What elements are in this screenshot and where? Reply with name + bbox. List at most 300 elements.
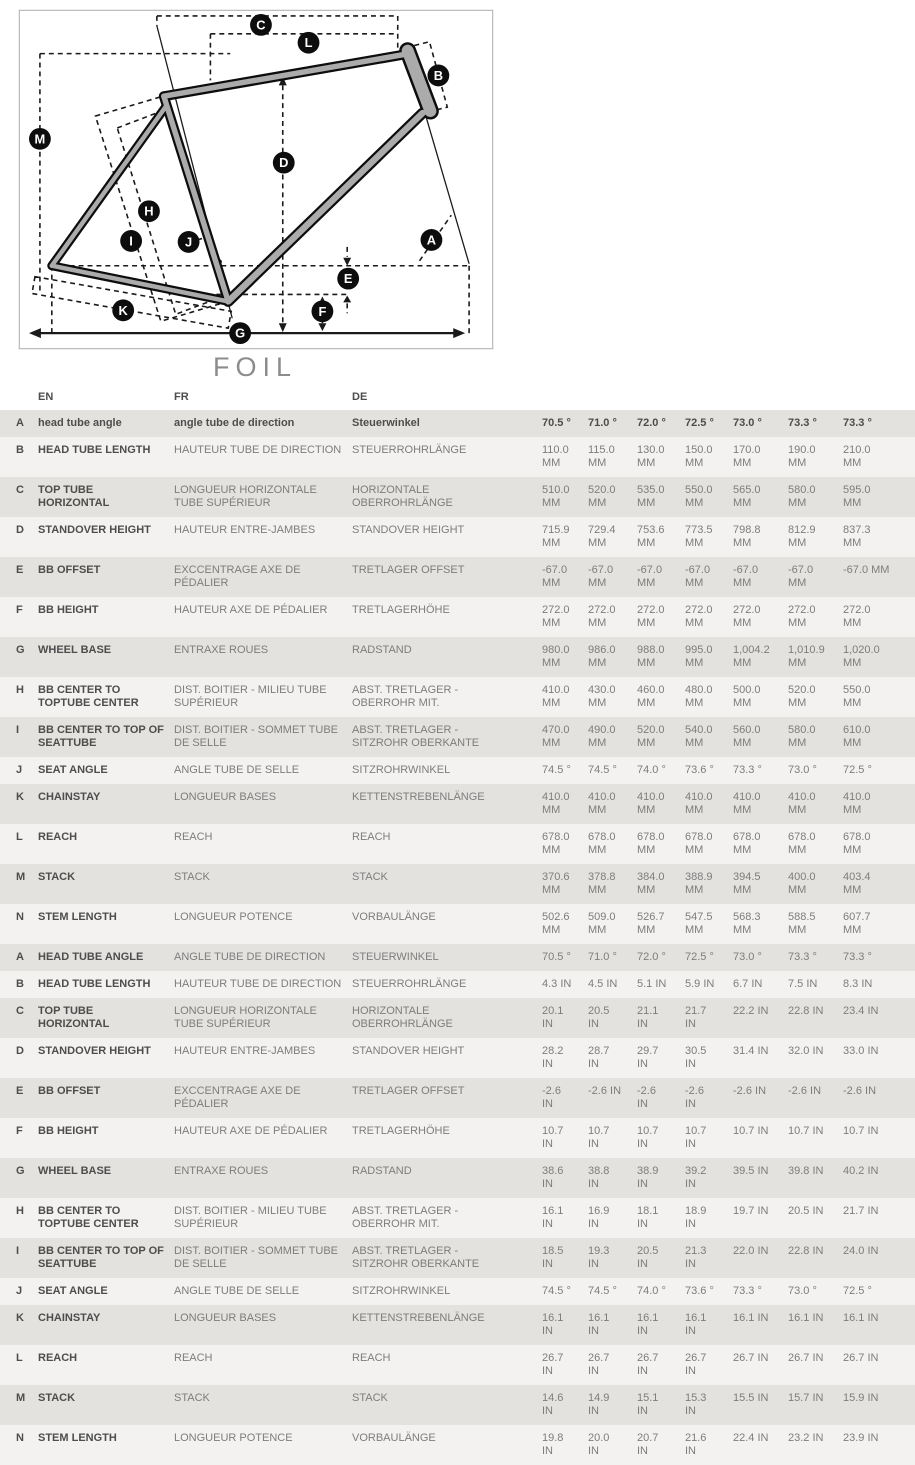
bike-frame-diagram <box>19 10 493 349</box>
value-size-6: 400.0 MM <box>788 871 816 896</box>
label-en: HEAD TUBE ANGLE <box>38 951 144 963</box>
value-size-6: 16.1 IN <box>788 1312 824 1324</box>
value-size-4: 678.0 MM <box>685 831 713 856</box>
row-letter: G <box>16 644 25 656</box>
marker-letter-e: E <box>343 271 353 287</box>
table-row-g-mm <box>0 637 915 677</box>
value-size-5: 678.0 MM <box>733 831 761 856</box>
value-size-3: 29.7 IN <box>637 1045 659 1070</box>
value-size-4: 550.0 MM <box>685 484 713 509</box>
value-size-5: 15.5 IN <box>733 1392 769 1404</box>
row-letter: I <box>16 724 20 736</box>
label-de: STEUERROHRLÄNGE <box>352 978 467 990</box>
label-en: WHEEL BASE <box>38 644 112 656</box>
table-body <box>0 410 915 1465</box>
row-letter: A <box>16 951 24 963</box>
table-row-m-in <box>0 1385 915 1425</box>
value-size-4: 72.5 ° <box>685 951 714 963</box>
value-size-6: 26.7 IN <box>788 1352 824 1364</box>
label-de: KETTENSTREBENLÄNGE <box>352 791 485 803</box>
label-fr: LONGUEUR HORIZONTALE TUBE SUPÉRIEUR <box>174 484 317 509</box>
value-size-7: -2.6 IN <box>843 1085 877 1097</box>
value-size-2: 74.5 ° <box>588 1285 617 1297</box>
value-size-4: 72.5 ° <box>685 417 714 429</box>
label-fr: STACK <box>174 871 210 883</box>
value-size-2: 4.5 IN <box>588 978 618 990</box>
value-size-1: 502.6 MM <box>542 911 570 936</box>
value-size-1: 70.5 ° <box>542 417 571 429</box>
frame-geometry-diagram-panel <box>0 0 915 385</box>
label-de: STANDOVER HEIGHT <box>352 1045 465 1057</box>
value-size-2: -2.6 IN <box>588 1085 622 1097</box>
frame-model-title: FOIL <box>212 352 297 382</box>
row-letter: L <box>16 831 23 843</box>
value-size-1: -2.6 IN <box>542 1085 561 1110</box>
value-size-3: 753.6 MM <box>637 524 665 549</box>
table-row-c-mm <box>0 477 915 517</box>
label-de: STANDOVER HEIGHT <box>352 524 465 536</box>
label-fr: HAUTEUR TUBE DE DIRECTION <box>174 978 342 990</box>
row-letter: B <box>16 978 24 990</box>
value-size-1: 272.0 MM <box>542 604 570 629</box>
value-size-5: 170.0 MM <box>733 444 761 469</box>
label-en: SEAT ANGLE <box>38 764 108 776</box>
value-size-4: 21.3 IN <box>685 1245 707 1270</box>
value-size-1: 74.5 ° <box>542 1285 571 1297</box>
value-size-5: 73.0 ° <box>733 417 762 429</box>
value-size-4: 547.5 MM <box>685 911 713 936</box>
row-letter: K <box>16 1312 24 1324</box>
value-size-6: 580.0 MM <box>788 484 816 509</box>
row-letter: D <box>16 1045 24 1057</box>
value-size-4: 388.9 MM <box>685 871 713 896</box>
value-size-1: 678.0 MM <box>542 831 570 856</box>
value-size-3: 678.0 MM <box>637 831 665 856</box>
label-fr: HAUTEUR ENTRE-JAMBES <box>174 1045 316 1057</box>
value-size-3: 16.1 IN <box>637 1312 659 1337</box>
value-size-2: 378.8 MM <box>588 871 616 896</box>
label-de: TRETLAGERHÖHE <box>352 1125 450 1137</box>
value-size-5: 73.3 ° <box>733 1285 762 1297</box>
value-size-1: 20.1 IN <box>542 1005 564 1030</box>
row-letter: J <box>16 1285 23 1297</box>
value-size-2: 20.5 IN <box>588 1005 610 1030</box>
value-size-4: 73.6 ° <box>685 1285 714 1297</box>
value-size-7: 595.0 MM <box>843 484 871 509</box>
value-size-3: 72.0 ° <box>637 417 666 429</box>
value-size-6: 580.0 MM <box>788 724 816 749</box>
value-size-1: 74.5 ° <box>542 764 571 776</box>
value-size-7: 272.0 MM <box>843 604 871 629</box>
value-size-3: 130.0 MM <box>637 444 665 469</box>
value-size-2: 115.0 MM <box>588 444 615 469</box>
value-size-1: 26.7 IN <box>542 1352 564 1377</box>
table-row-m-mm <box>0 864 915 904</box>
label-fr: REACH <box>174 1352 213 1364</box>
value-size-3: 460.0 MM <box>637 684 665 709</box>
row-letter: A <box>16 417 24 429</box>
geometry-table <box>0 385 915 1465</box>
value-size-2: 272.0 MM <box>588 604 616 629</box>
label-de: TRETLAGERHÖHE <box>352 604 450 616</box>
value-size-3: 5.1 IN <box>637 978 667 990</box>
value-size-5: 798.8 MM <box>733 524 761 549</box>
value-size-7: 72.5 ° <box>843 764 872 776</box>
table-row-h-mm <box>0 677 915 717</box>
marker-letter-d: D <box>279 155 289 171</box>
marker-letter-l: L <box>304 35 313 51</box>
value-size-7: 72.5 ° <box>843 1285 872 1297</box>
value-size-7: 33.0 IN <box>843 1045 879 1057</box>
value-size-3: 72.0 ° <box>637 951 666 963</box>
label-fr: STACK <box>174 1392 210 1404</box>
value-size-3: 384.0 MM <box>637 871 665 896</box>
value-size-6: 73.3 ° <box>788 417 817 429</box>
value-size-4: 10.7 IN <box>685 1125 707 1150</box>
row-letter: M <box>16 1392 26 1404</box>
value-size-5: 31.4 IN <box>733 1045 769 1057</box>
table-row-d-in <box>0 1038 915 1078</box>
value-size-6: 22.8 IN <box>788 1245 824 1257</box>
value-size-7: 26.7 IN <box>843 1352 879 1364</box>
value-size-5: 19.7 IN <box>733 1205 769 1217</box>
value-size-4: 480.0 MM <box>685 684 713 709</box>
label-fr: LONGUEUR BASES <box>174 791 277 803</box>
label-de: HORIZONTALE OBERROHRLÄNGE <box>352 484 453 509</box>
value-size-2: 20.0 IN <box>588 1432 610 1457</box>
value-size-3: 410.0 MM <box>637 791 665 816</box>
row-letter: G <box>16 1165 25 1177</box>
value-size-2: 74.5 ° <box>588 764 617 776</box>
table-row-k-in <box>0 1305 915 1345</box>
row-letter: D <box>16 524 24 536</box>
value-size-4: 773.5 MM <box>685 524 713 549</box>
value-size-6: 520.0 MM <box>788 684 816 709</box>
value-size-3: 21.1 IN <box>637 1005 659 1030</box>
value-size-2: 678.0 MM <box>588 831 616 856</box>
value-size-1: 10.7 IN <box>542 1125 564 1150</box>
row-letter: E <box>16 564 24 576</box>
marker-letter-m: M <box>34 131 46 147</box>
row-letter: C <box>16 484 24 496</box>
value-size-4: 16.1 IN <box>685 1312 707 1337</box>
header-de: DE <box>352 391 368 403</box>
label-en: STEM LENGTH <box>38 911 117 923</box>
label-de: ABST. TRETLAGER - OBERROHR MIT. <box>352 684 459 709</box>
value-size-3: 272.0 MM <box>637 604 665 629</box>
label-de: TRETLAGER OFFSET <box>352 564 465 576</box>
value-size-7: 550.0 MM <box>843 684 871 709</box>
label-fr: DIST. BOITIER - SOMMET TUBE DE SELLE <box>174 724 339 749</box>
value-size-4: 21.7 IN <box>685 1005 707 1030</box>
value-size-7: 73.3 ° <box>843 951 872 963</box>
value-size-1: 715.9 MM <box>542 524 570 549</box>
value-size-4: 272.0 MM <box>685 604 713 629</box>
value-size-1: 19.8 IN <box>542 1432 564 1457</box>
value-size-6: 10.7 IN <box>788 1125 824 1137</box>
value-size-7: 837.3 MM <box>843 524 871 549</box>
label-de: VORBAULÄNGE <box>352 911 436 923</box>
value-size-4: 540.0 MM <box>685 724 713 749</box>
value-size-2: 38.8 IN <box>588 1165 610 1190</box>
value-size-6: 15.7 IN <box>788 1392 824 1404</box>
label-en: BB CENTER TO TOP OF SEATTUBE <box>38 724 164 749</box>
bike-frame-svg <box>20 11 492 348</box>
value-size-6: 23.2 IN <box>788 1432 824 1444</box>
label-de: STACK <box>352 871 388 883</box>
value-size-5: 568.3 MM <box>733 911 761 936</box>
value-size-6: 588.5 MM <box>788 911 816 936</box>
row-letter: H <box>16 684 24 696</box>
table-row-g-in <box>0 1158 915 1198</box>
marker-letter-f: F <box>318 303 327 319</box>
value-size-1: 410.0 MM <box>542 684 570 709</box>
value-size-3: -67.0 MM <box>637 564 663 589</box>
table-row-f-in <box>0 1118 915 1158</box>
value-size-5: 22.0 IN <box>733 1245 769 1257</box>
value-size-6: -2.6 IN <box>788 1085 822 1097</box>
table-row-e-mm <box>0 557 915 597</box>
table-header-row <box>0 385 915 410</box>
label-fr: LONGUEUR HORIZONTALE TUBE SUPÉRIEUR <box>174 1005 317 1030</box>
value-size-4: -67.0 MM <box>685 564 711 589</box>
label-en: REACH <box>38 831 78 843</box>
value-size-5: -2.6 IN <box>733 1085 767 1097</box>
value-size-3: 526.7 MM <box>637 911 665 936</box>
marker-letter-c: C <box>256 17 266 33</box>
value-size-2: 16.1 IN <box>588 1312 610 1337</box>
value-size-5: 73.3 ° <box>733 764 762 776</box>
value-size-3: 20.7 IN <box>637 1432 659 1457</box>
value-size-1: 28.2 IN <box>542 1045 564 1070</box>
value-size-5: 1,004.2 MM <box>733 644 770 669</box>
label-fr: REACH <box>174 831 213 843</box>
label-fr: ANGLE TUBE DE DIRECTION <box>174 951 326 963</box>
value-size-2: 509.0 MM <box>588 911 616 936</box>
label-en: CHAINSTAY <box>38 791 101 803</box>
value-size-6: 73.0 ° <box>788 764 817 776</box>
value-size-1: 510.0 MM <box>542 484 570 509</box>
value-size-2: 10.7 IN <box>588 1125 610 1150</box>
value-size-5: 394.5 MM <box>733 871 761 896</box>
row-letter: K <box>16 791 24 803</box>
label-fr: ANGLE TUBE DE SELLE <box>174 1285 300 1297</box>
label-de: ABST. TRETLAGER - OBERROHR MIT. <box>352 1205 459 1230</box>
table-row-i-mm <box>0 717 915 757</box>
label-fr: angle tube de direction <box>174 417 295 429</box>
value-size-5: 560.0 MM <box>733 724 761 749</box>
value-size-5: 6.7 IN <box>733 978 763 990</box>
label-en: BB HEIGHT <box>38 1125 99 1137</box>
label-fr: ENTRAXE ROUES <box>174 644 269 656</box>
label-fr: LONGUEUR BASES <box>174 1312 277 1324</box>
value-size-6: 678.0 MM <box>788 831 816 856</box>
label-en: TOP TUBE HORIZONTAL <box>38 484 110 509</box>
value-size-7: 607.7 MM <box>843 911 871 936</box>
row-letter: E <box>16 1085 24 1097</box>
label-en: BB CENTER TO TOPTUBE CENTER <box>38 684 139 709</box>
value-size-7: 610.0 MM <box>843 724 871 749</box>
value-size-2: 430.0 MM <box>588 684 616 709</box>
value-size-1: 14.6 IN <box>542 1392 564 1417</box>
table-row-l-mm <box>0 824 915 864</box>
value-size-4: 39.2 IN <box>685 1165 707 1190</box>
value-size-4: 5.9 IN <box>685 978 715 990</box>
value-size-2: 26.7 IN <box>588 1352 610 1377</box>
value-size-2: 28.7 IN <box>588 1045 610 1070</box>
marker-letter-g: G <box>235 325 246 341</box>
value-size-6: 410.0 MM <box>788 791 816 816</box>
marker-letter-k: K <box>118 302 128 318</box>
label-de: SITZROHRWINKEL <box>352 1285 451 1297</box>
table-row-l-in <box>0 1345 915 1385</box>
label-en: CHAINSTAY <box>38 1312 101 1324</box>
label-en: REACH <box>38 1352 78 1364</box>
value-size-1: -67.0 MM <box>542 564 568 589</box>
value-size-3: 20.5 IN <box>637 1245 659 1270</box>
value-size-4: 26.7 IN <box>685 1352 707 1377</box>
label-fr: EXCCENTRAGE AXE DE PÉDALIER <box>174 564 301 589</box>
table-row-n-in <box>0 1425 915 1465</box>
table-row-b-mm <box>0 437 915 477</box>
value-size-5: -67.0 MM <box>733 564 759 589</box>
label-de: STACK <box>352 1392 388 1404</box>
value-size-2: 520.0 MM <box>588 484 616 509</box>
value-size-4: 30.5 IN <box>685 1045 707 1070</box>
value-size-6: -67.0 MM <box>788 564 814 589</box>
row-letter: I <box>16 1245 20 1257</box>
label-de: REACH <box>352 831 391 843</box>
value-size-3: 74.0 ° <box>637 764 666 776</box>
label-de: REACH <box>352 1352 391 1364</box>
value-size-7: 73.3 ° <box>843 417 872 429</box>
label-en: BB CENTER TO TOP OF SEATTUBE <box>38 1245 164 1270</box>
table-row-a-in <box>0 944 915 971</box>
marker-letter-b: B <box>433 67 444 83</box>
label-en: SEAT ANGLE <box>38 1285 108 1297</box>
table-row-n-mm <box>0 904 915 944</box>
label-de: RADSTAND <box>352 644 412 656</box>
label-en: STEM LENGTH <box>38 1432 117 1444</box>
value-size-4: 18.9 IN <box>685 1205 707 1230</box>
value-size-7: 403.4 MM <box>843 871 871 896</box>
label-de: STEUERROHRLÄNGE <box>352 444 467 456</box>
value-size-5: 565.0 MM <box>733 484 761 509</box>
value-size-6: 73.0 ° <box>788 1285 817 1297</box>
table-row-e-in <box>0 1078 915 1118</box>
value-size-7: 410.0 MM <box>843 791 871 816</box>
value-size-2: 71.0 ° <box>588 417 617 429</box>
label-fr: HAUTEUR AXE DE PÉDALIER <box>174 604 328 616</box>
value-size-2: 16.9 IN <box>588 1205 610 1230</box>
row-letter: B <box>16 444 24 456</box>
value-size-7: 15.9 IN <box>843 1392 879 1404</box>
table-row-d-mm <box>0 517 915 557</box>
value-size-2: 14.9 IN <box>588 1392 610 1417</box>
label-en: WHEEL BASE <box>38 1165 112 1177</box>
value-size-7: 10.7 IN <box>843 1125 879 1137</box>
label-fr: DIST. BOITIER - SOMMET TUBE DE SELLE <box>174 1245 339 1270</box>
value-size-1: 18.5 IN <box>542 1245 564 1270</box>
label-de: SITZROHRWINKEL <box>352 764 451 776</box>
value-size-6: 1,010.9 MM <box>788 644 825 669</box>
value-size-7: 8.3 IN <box>843 978 873 990</box>
value-size-7: 40.2 IN <box>843 1165 879 1177</box>
row-letter: C <box>16 1005 24 1017</box>
label-en: STANDOVER HEIGHT <box>38 524 151 536</box>
marker-letter-a: A <box>426 232 437 248</box>
table-row-k-mm <box>0 784 915 824</box>
row-letter: N <box>16 911 24 923</box>
value-size-2: 986.0 MM <box>588 644 616 669</box>
value-size-1: 110.0 MM <box>542 444 569 469</box>
value-size-1: 4.3 IN <box>542 978 572 990</box>
value-size-7: 678.0 MM <box>843 831 871 856</box>
row-letter: H <box>16 1205 24 1217</box>
value-size-2: -67.0 MM <box>588 564 614 589</box>
value-size-4: 21.6 IN <box>685 1432 707 1457</box>
value-size-1: 16.1 IN <box>542 1312 564 1337</box>
value-size-3: 520.0 MM <box>637 724 665 749</box>
value-size-3: 10.7 IN <box>637 1125 659 1150</box>
row-letter: J <box>16 764 23 776</box>
value-size-6: 73.3 ° <box>788 951 817 963</box>
value-size-2: 19.3 IN <box>588 1245 610 1270</box>
table-row-h-in <box>0 1198 915 1238</box>
row-letter: F <box>16 1125 23 1137</box>
value-size-3: 18.1 IN <box>637 1205 659 1230</box>
value-size-3: 74.0 ° <box>637 1285 666 1297</box>
value-size-1: 38.6 IN <box>542 1165 564 1190</box>
marker-letter-h: H <box>144 203 154 219</box>
label-fr: LONGUEUR POTENCE <box>174 1432 293 1444</box>
value-size-5: 26.7 IN <box>733 1352 769 1364</box>
label-fr: EXCCENTRAGE AXE DE PÉDALIER <box>174 1085 301 1110</box>
label-fr: HAUTEUR ENTRE-JAMBES <box>174 524 316 536</box>
value-size-7: 210.0 MM <box>843 444 871 469</box>
table-row-c-in <box>0 998 915 1038</box>
value-size-2: 729.4 MM <box>588 524 616 549</box>
table-row-i-in <box>0 1238 915 1278</box>
table-row-b-in <box>0 971 915 998</box>
value-size-4: 73.6 ° <box>685 764 714 776</box>
label-de: STEUERWINKEL <box>352 951 439 963</box>
label-en: HEAD TUBE LENGTH <box>38 978 151 990</box>
value-size-5: 22.4 IN <box>733 1432 769 1444</box>
label-en: BB OFFSET <box>38 564 101 576</box>
label-en: STACK <box>38 871 76 883</box>
label-en: BB CENTER TO TOPTUBE CENTER <box>38 1205 139 1230</box>
row-letter: L <box>16 1352 23 1364</box>
value-size-4: 15.3 IN <box>685 1392 707 1417</box>
value-size-6: 272.0 MM <box>788 604 816 629</box>
row-letter: M <box>16 871 26 883</box>
label-fr: LONGUEUR POTENCE <box>174 911 293 923</box>
label-de: TRETLAGER OFFSET <box>352 1085 465 1097</box>
value-size-7: 16.1 IN <box>843 1312 879 1324</box>
value-size-2: 410.0 MM <box>588 791 616 816</box>
marker-letter-i: I <box>129 233 133 249</box>
value-size-5: 500.0 MM <box>733 684 761 709</box>
value-size-4: 150.0 MM <box>685 444 713 469</box>
value-size-5: 73.0 ° <box>733 951 762 963</box>
label-de: KETTENSTREBENLÄNGE <box>352 1312 485 1324</box>
value-size-1: 16.1 IN <box>542 1205 564 1230</box>
value-size-3: 38.9 IN <box>637 1165 659 1190</box>
value-size-1: 470.0 MM <box>542 724 570 749</box>
value-size-1: 370.6 MM <box>542 871 570 896</box>
label-de: ABST. TRETLAGER - SITZROHR OBERKANTE <box>352 724 480 749</box>
